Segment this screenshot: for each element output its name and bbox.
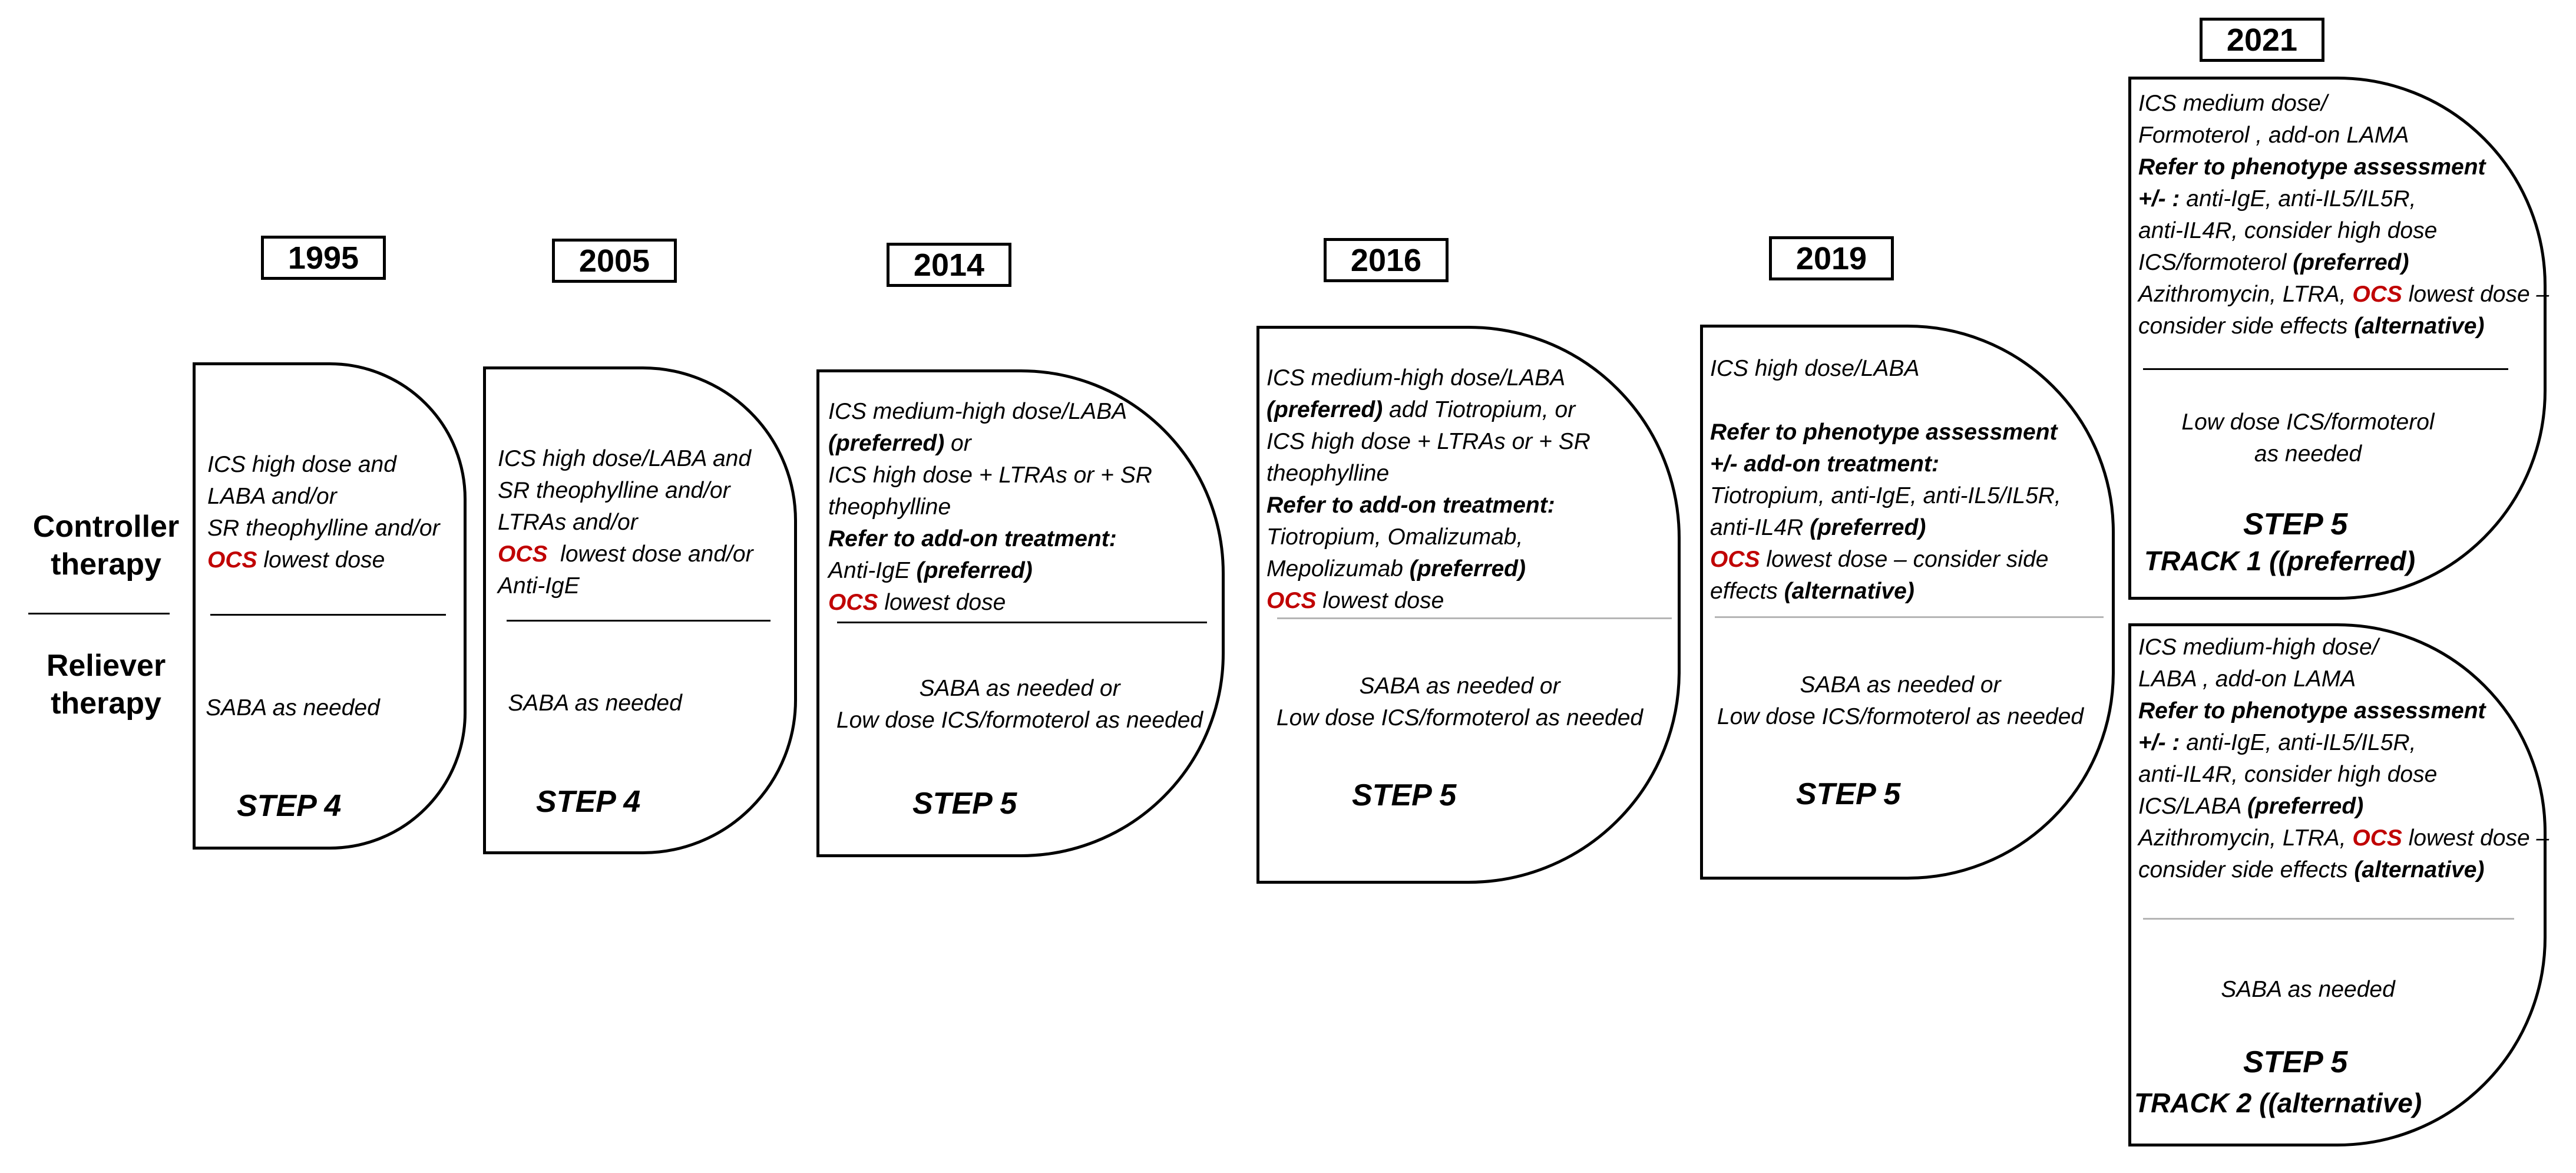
text-segment: lowest dose – consider side — [1760, 547, 2049, 572]
reliever-text: Low dose ICS/formoterol as needed — [2181, 409, 2435, 467]
controller-text — [2138, 632, 2551, 886]
year-box-2016: 2016 — [1324, 238, 1449, 282]
text-line — [828, 523, 1217, 555]
text-segment: Mepolizumab — [1266, 556, 1410, 581]
text-line — [828, 460, 1217, 491]
text-segment: (preferred) — [2293, 250, 2409, 275]
text-line — [207, 449, 461, 481]
text-line — [498, 507, 792, 538]
ocs-highlight: OCS — [1266, 588, 1317, 613]
text-line — [828, 587, 1217, 619]
text-segment: lowest dose — [878, 590, 1006, 615]
text-line — [498, 475, 792, 507]
ocs-highlight: OCS — [828, 590, 878, 615]
text-line — [2138, 279, 2551, 310]
reliever-text: SABA as needed — [206, 695, 380, 721]
track2-card — [2128, 623, 2547, 1146]
text-segment: Refer to phenotype assessment — [2138, 698, 2486, 723]
reliever-text: SABA as needed — [508, 690, 682, 716]
text-segment: (alternative) — [2354, 313, 2485, 339]
text-line — [828, 555, 1217, 587]
text-line — [1266, 585, 1673, 617]
text-line — [498, 443, 792, 475]
controller-text — [207, 449, 461, 576]
text-segment: consider side effects — [2138, 857, 2355, 883]
text-segment: (preferred) — [1266, 397, 1383, 422]
step-card-2014 — [816, 369, 1225, 857]
text-segment: (preferred) — [1810, 515, 1926, 540]
text-line — [2138, 88, 2551, 120]
text-line — [207, 513, 461, 544]
text-segment: Anti-IgE — [828, 558, 917, 583]
text-segment: consider side effects — [2138, 313, 2355, 339]
controller-therapy-label: Controller therapy — [32, 510, 180, 581]
text-line — [2138, 247, 2551, 279]
text-segment: Azithromycin, LTRA, — [2138, 282, 2353, 307]
controller-text — [1266, 362, 1673, 617]
text-segment: effects — [1710, 579, 1784, 604]
reliever-therapy-label: Reliever therapy — [46, 649, 166, 721]
text-line — [1266, 458, 1673, 490]
year-box-2005: 2005 — [552, 239, 677, 283]
text-line — [207, 481, 461, 513]
text-segment: ICS medium dose/ — [2138, 91, 2327, 116]
text-segment: ICS high dose + LTRAs or + SR — [828, 462, 1152, 488]
text-segment: LTRAs and/or — [498, 510, 638, 535]
text-segment: ICS high dose and — [207, 452, 396, 477]
controller-text — [1710, 353, 2111, 607]
step-label: STEP 5 — [912, 787, 1017, 821]
text-segment: ICS medium-high dose/LABA — [1266, 365, 1566, 391]
step-label: STEP 4 — [237, 789, 342, 823]
text-line — [2138, 791, 2551, 822]
text-segment: lowest dose – — [2402, 825, 2549, 851]
text-segment: anti-IgE, anti-IL5/IL5R, — [2180, 730, 2416, 755]
track1-card — [2128, 77, 2547, 600]
text-line — [1710, 544, 2111, 576]
ocs-highlight: OCS — [2352, 825, 2402, 851]
controller-text — [828, 396, 1217, 619]
text-segment: Tiotropium, anti-IgE, anti-IL5/IL5R, — [1710, 483, 2061, 508]
text-line — [828, 491, 1217, 523]
text-line — [1710, 353, 2111, 385]
text-line — [828, 428, 1217, 460]
text-segment: lowest dose and/or — [547, 541, 753, 567]
text-segment: (alternative) — [2354, 857, 2485, 883]
text-segment: Refer to phenotype assessment — [2138, 154, 2486, 180]
text-line — [1710, 480, 2111, 512]
text-line — [1266, 553, 1673, 585]
text-segment: Refer to add-on treatment: — [828, 526, 1117, 551]
text-segment: theophylline — [1266, 461, 1390, 486]
step-label: STEP 4 — [536, 785, 641, 819]
text-segment: (preferred) — [916, 558, 1033, 583]
text-segment: or — [944, 431, 971, 456]
text-line — [1710, 448, 2111, 480]
year-box-1995: 1995 — [261, 236, 386, 280]
text-segment: (alternative) — [1784, 579, 1914, 604]
text-segment: ICS medium-high dose/LABA — [828, 399, 1127, 424]
controller-text — [498, 443, 792, 602]
text-line — [1710, 512, 2111, 544]
text-line — [1266, 426, 1673, 458]
step-label: STEP 5 — [2243, 1045, 2348, 1079]
reliever-text: SABA as needed — [2221, 977, 2395, 1002]
text-segment: ICS/LABA — [2138, 794, 2247, 819]
text-segment: Refer to phenotype assessment — [1710, 419, 2058, 445]
divider — [2143, 368, 2508, 370]
step-card-2016 — [1256, 326, 1681, 884]
text-segment: ICS high dose/LABA — [1710, 356, 1920, 381]
text-line — [1266, 362, 1673, 394]
divider — [837, 622, 1207, 623]
text-line — [1710, 576, 2111, 607]
text-segment: SR theophylline and/or — [207, 516, 440, 541]
step-card-2005 — [483, 366, 797, 854]
text-segment: Anti-IgE — [498, 573, 580, 599]
text-line — [2138, 854, 2551, 886]
text-line — [1266, 490, 1673, 521]
text-line — [2138, 151, 2551, 183]
step-label: STEP 5 — [2243, 507, 2348, 541]
text-segment: anti-IgE, anti-IL5/IL5R, — [2180, 186, 2416, 212]
text-segment: anti-IL4R, consider high dose — [2138, 218, 2438, 243]
text-segment: lowest dose — [1316, 588, 1444, 613]
text-segment: (preferred) — [1409, 556, 1526, 581]
divider — [1715, 616, 2104, 618]
text-segment: (preferred) — [828, 431, 945, 456]
text-segment: LABA and/or — [207, 484, 337, 509]
text-segment: anti-IL4R, consider high dose — [2138, 762, 2438, 787]
ocs-highlight: OCS — [2352, 282, 2402, 307]
text-segment: Azithromycin, LTRA, — [2138, 825, 2353, 851]
text-segment: ICS high dose/LABA and — [498, 446, 752, 471]
ocs-highlight: OCS — [498, 541, 548, 567]
ocs-highlight: OCS — [207, 547, 257, 573]
text-segment: anti-IL4R — [1710, 515, 1810, 540]
track-label: TRACK 1 ((preferred) — [2144, 546, 2416, 576]
text-segment: ICS medium-high dose/ — [2138, 635, 2379, 660]
text-line — [1266, 394, 1673, 426]
text-line — [498, 570, 792, 602]
step-card-2019 — [1700, 325, 2115, 880]
text-line — [2138, 215, 2551, 247]
text-segment: SR theophylline and/or — [498, 478, 730, 503]
text-segment: LABA , add-on LAMA — [2138, 666, 2356, 692]
divider — [210, 614, 446, 616]
text-line — [2138, 822, 2551, 854]
text-line — [2138, 759, 2551, 791]
text-line — [498, 538, 792, 570]
text-line — [2138, 183, 2551, 215]
text-segment: Refer to add-on treatment: — [1266, 493, 1555, 518]
year-box-2014: 2014 — [887, 243, 1011, 287]
step-label: STEP 5 — [1352, 778, 1457, 812]
text-line — [207, 544, 461, 576]
text-line — [2138, 120, 2551, 151]
text-segment: +/- : — [2138, 730, 2180, 755]
divider — [2143, 918, 2514, 920]
reliever-text: SABA as needed or Low dose ICS/formoterol as needed — [1276, 673, 1644, 731]
track-label: TRACK 2 ((alternative) — [2134, 1088, 2422, 1118]
text-segment: theophylline — [828, 494, 951, 520]
text-segment: ICS/formoterol — [2138, 250, 2293, 275]
year-box-2019: 2019 — [1769, 236, 1894, 280]
text-segment: (preferred) — [2247, 794, 2364, 819]
reliever-text: SABA as needed or Low dose ICS/formoterol as needed — [1717, 672, 2084, 729]
text-segment: +/- add-on treatment: — [1710, 451, 1939, 477]
text-line — [2138, 632, 2551, 663]
text-line — [1710, 385, 2111, 417]
step-label: STEP 5 — [1796, 777, 1901, 811]
text-segment: ICS high dose + LTRAs or + SR — [1266, 429, 1590, 454]
side-divider — [28, 613, 170, 614]
text-segment: Tiotropium, Omalizumab, — [1266, 524, 1523, 550]
text-segment: lowest dose – — [2402, 282, 2549, 307]
text-line — [2138, 663, 2551, 695]
text-segment: +/- : — [2138, 186, 2180, 212]
text-line — [828, 396, 1217, 428]
divider — [507, 620, 771, 622]
text-segment: Formoterol , add-on LAMA — [2138, 123, 2409, 148]
text-line — [2138, 695, 2551, 727]
step-card-1995 — [193, 362, 467, 850]
reliever-text: SABA as needed or Low dose ICS/formoterol as needed — [836, 676, 1203, 733]
controller-text — [2138, 88, 2551, 342]
text-line — [1710, 417, 2111, 448]
text-line — [2138, 310, 2551, 342]
divider — [1277, 617, 1672, 619]
text-segment: add Tiotropium, or — [1383, 397, 1576, 422]
year-box-2021: 2021 — [2200, 18, 2324, 62]
ocs-highlight: OCS — [1710, 547, 1760, 572]
text-segment: lowest dose — [257, 547, 385, 573]
text-line — [2138, 727, 2551, 759]
text-line — [1266, 521, 1673, 553]
